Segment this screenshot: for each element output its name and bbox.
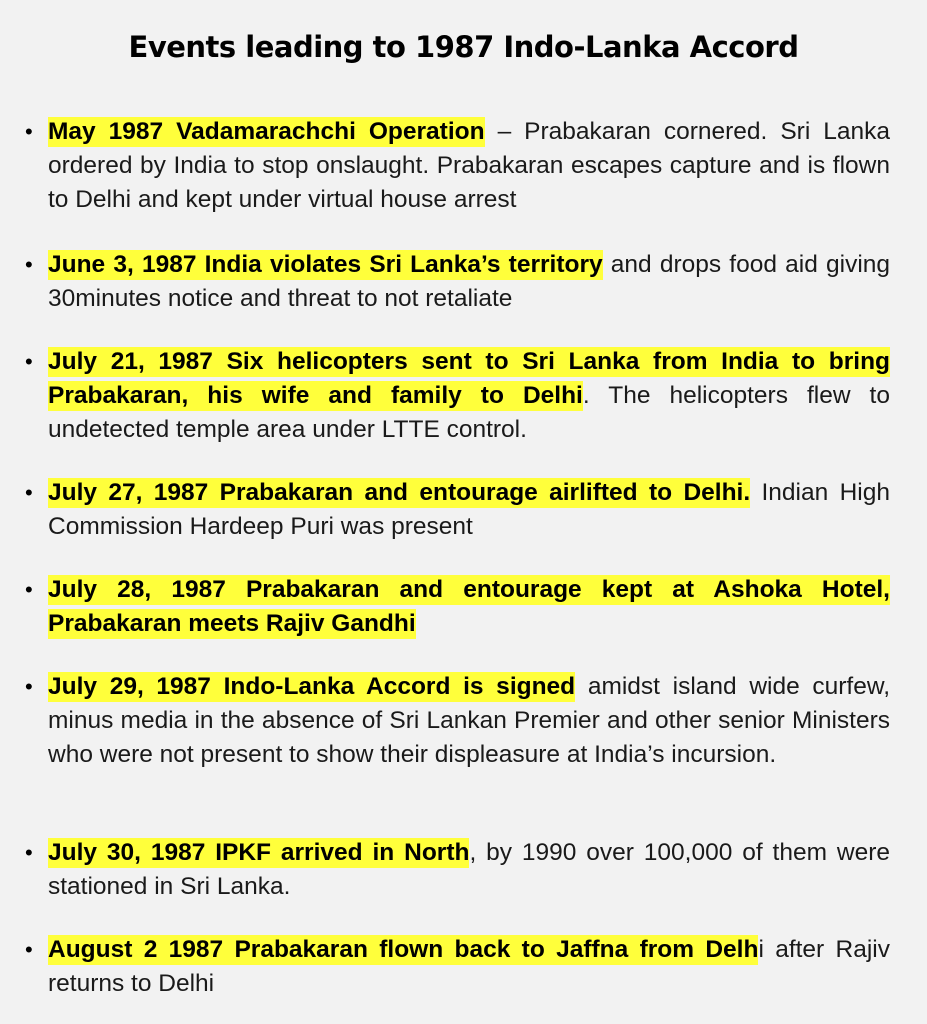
- event-item: [25, 476, 890, 544]
- event-item: [25, 573, 890, 641]
- event-text: i after Rajiv returns to Delhi: [48, 936, 890, 997]
- page-title: Events leading to 1987 Indo-Lanka Accord: [128, 30, 799, 64]
- event-text: Indian High Commission Hardeep Puri was present: [48, 479, 890, 540]
- event-highlight: July 30, 1987 IPKF arrived in North: [48, 839, 470, 866]
- bullet-icon: •: [25, 119, 33, 144]
- event-highlight: June 3, 1987 India violates Sri Lanka’s territory: [48, 251, 603, 278]
- event-item: [25, 115, 890, 217]
- event-highlight: May 1987 Vadamarachchi Operation: [48, 118, 485, 145]
- event-text: – Prabakaran cornered. Sri Lanka ordered by India to stop onslaught. Prabakaran escapes capture and is flown to Delhi and kept under virtual house arrest: [48, 118, 890, 213]
- event-item: [25, 836, 890, 904]
- event-text: , by 1990 over 100,000 of them were stationed in Sri Lanka.: [48, 839, 890, 900]
- event-item: [25, 670, 890, 772]
- event-item: [25, 933, 890, 1001]
- event-highlight: July 29, 1987 Indo-Lanka Accord is signed: [48, 673, 576, 700]
- event-highlight: July 21, 1987 Six helicopters sent to Sri Lanka from India to bring Prabakaran, his wife and family to Delhi: [48, 348, 890, 409]
- event-highlight: July 28, 1987 Prabakaran and entourage kept at Ashoka Hotel, Prabakaran meets Rajiv Gandhi: [48, 576, 890, 637]
- event-text: . The helicopters flew to undetected temple area under LTTE control.: [48, 382, 890, 443]
- event-item: [25, 345, 890, 447]
- event-text: amidst island wide curfew, minus media in the absence of Sri Lankan Premier and other senior Ministers who were not present to show their displeasure at India’s incursion.: [48, 673, 890, 768]
- event-highlight: July 27, 1987 Prabakaran and entourage airlifted to Delhi.: [48, 479, 751, 506]
- bullet-icon: •: [25, 577, 33, 602]
- bullet-icon: •: [25, 840, 33, 865]
- event-highlight: August 2 1987 Prabakaran flown back to Jaffna from Delh: [48, 936, 759, 963]
- event-text: and drops food aid giving 30minutes notice and threat to not retaliate: [48, 251, 891, 312]
- bullet-icon: •: [25, 480, 33, 505]
- bullet-icon: •: [25, 252, 33, 277]
- bullet-icon: •: [25, 349, 33, 374]
- event-item: [25, 248, 891, 316]
- bullet-icon: •: [25, 937, 33, 962]
- bullet-icon: •: [25, 674, 33, 699]
